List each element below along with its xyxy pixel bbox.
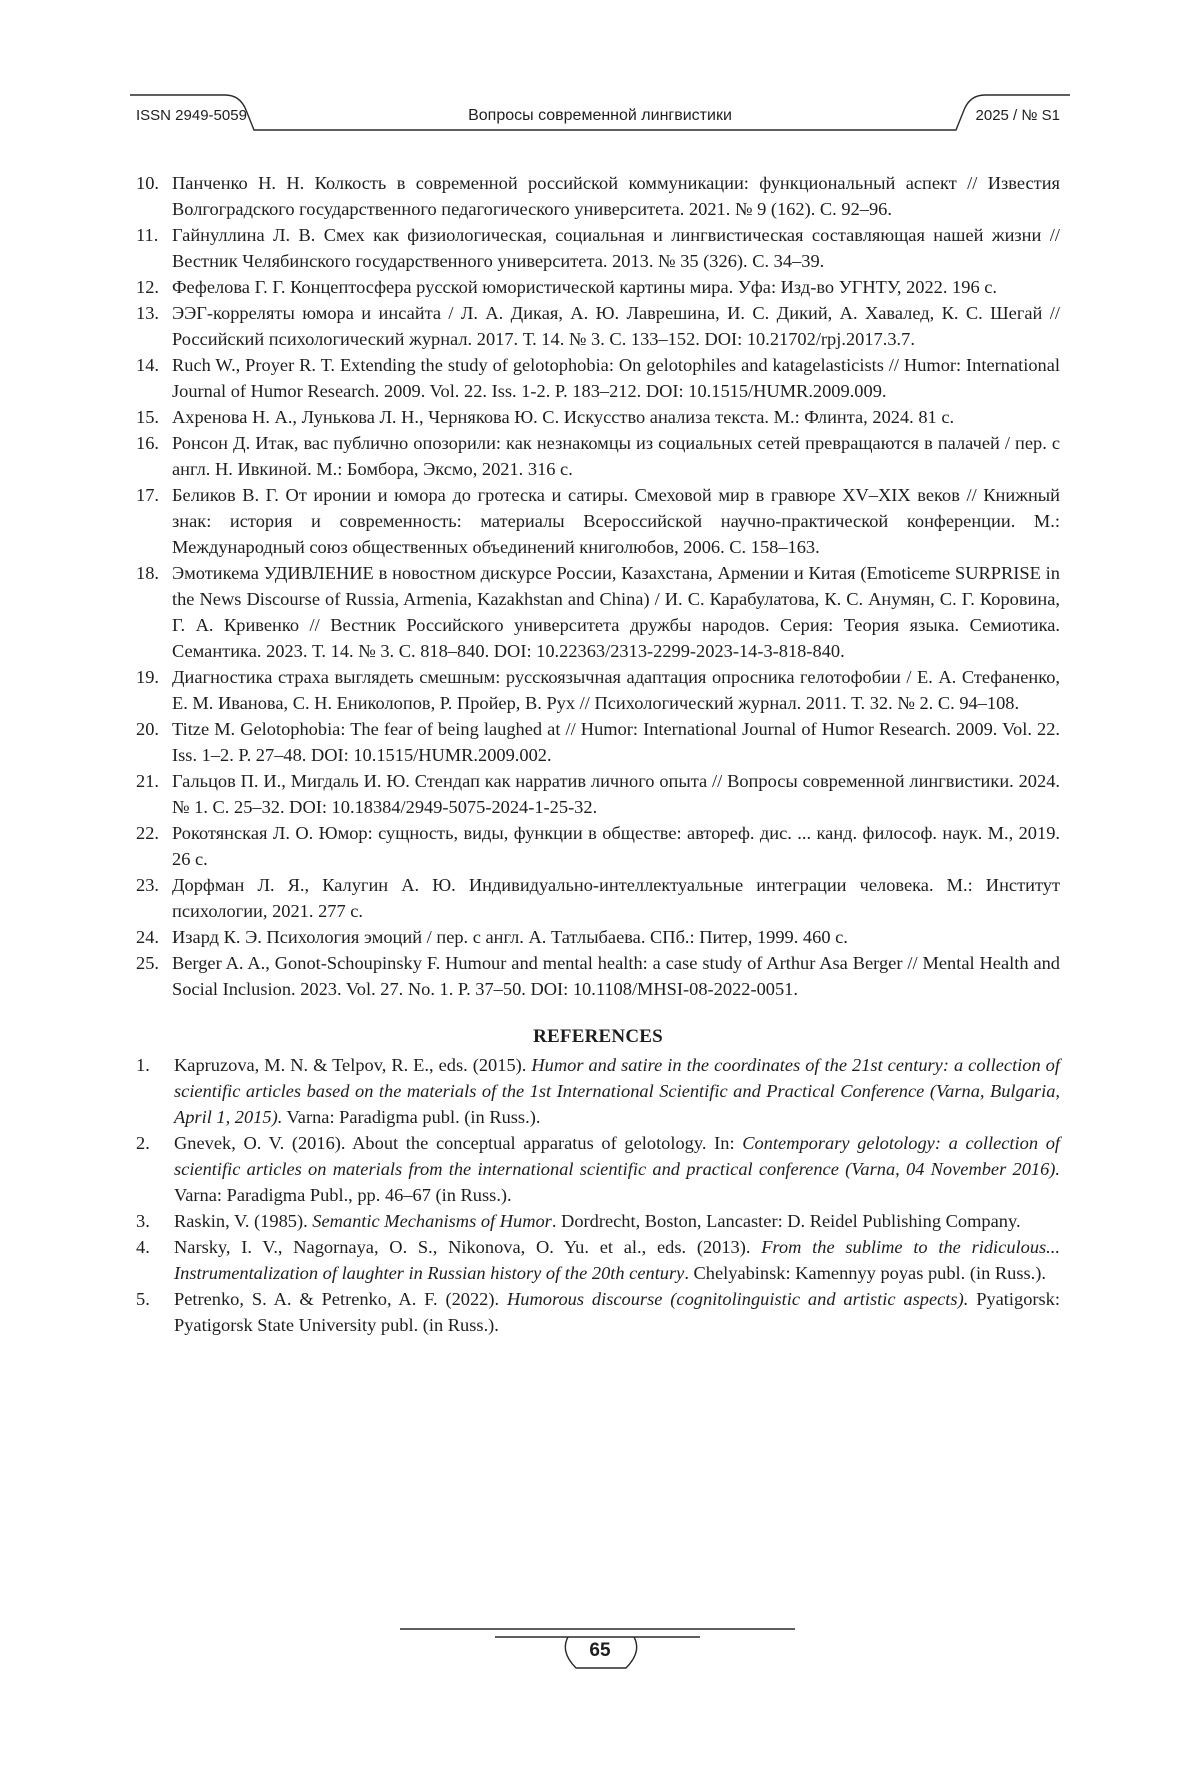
reference-publisher: Varna: Paradigma Publ., pp. 46–67 (in Russ.).: [174, 1185, 512, 1205]
reference-text: Фефелова Г. Г. Концептосфера русской юмористической картины мира. Уфа: Изд-во УГНТУ, 2022. 196 с.: [172, 274, 1060, 300]
reference-title: From the sublime to the ridiculous... Instrumentalization of laughter in Russian history of the 20th century: [174, 1237, 1060, 1283]
reference-item: [136, 950, 1060, 1002]
reference-item: [136, 300, 1060, 352]
reference-text: [174, 1286, 1060, 1338]
reference-item: [136, 404, 1060, 430]
reference-item: [136, 560, 1060, 664]
reference-number: 17.: [136, 482, 172, 560]
reference-item: [136, 924, 1060, 950]
reference-item: [136, 352, 1060, 404]
russian-references: [136, 170, 1060, 1002]
reference-number: 25.: [136, 950, 172, 1002]
reference-text: [174, 1208, 1060, 1234]
reference-authors: Raskin, V. (1985).: [174, 1211, 312, 1231]
journal-page: [0, 0, 1200, 1783]
reference-item: [136, 664, 1060, 716]
reference-authors: Narsky, I. V., Nagornaya, O. S., Nikonova, O. Yu. et al., eds. (2013).: [174, 1237, 761, 1257]
reference-number: 19.: [136, 664, 172, 716]
reference-authors: Gnevek, O. V. (2016). About the conceptual apparatus of gelotology. In:: [174, 1133, 742, 1153]
reference-text: Ахренова Н. А., Лунькова Л. Н., Чернякова Ю. С. Искусство анализа текста. М.: Флинта, 2024. 81 с.: [172, 404, 1060, 430]
reference-item: [136, 872, 1060, 924]
reference-publisher: . Dordrecht, Boston, Lancaster: D. Reidel Publishing Company.: [552, 1211, 1021, 1231]
references-heading: REFERENCES: [136, 1024, 1060, 1050]
reference-number: 16.: [136, 430, 172, 482]
reference-text: ЭЭГ-корреляты юмора и инсайта / Л. А. Дикая, А. Ю. Лаврешина, И. С. Дикий, А. Хавалед, К. С. Шегай // Российский психологический журнал. 2017. Т. 14. № 3. С. 133–152. DOI: 10.21702/rpj.2017.3.7.: [172, 300, 1060, 352]
reference-item: [136, 170, 1060, 222]
reference-number: 12.: [136, 274, 172, 300]
reference-text: Панченко Н. Н. Колкость в современной российской коммуникации: функциональный аспект // Известия Волгоградского государственного педагогического университета. 2021. № 9 (162). С. 92–96.: [172, 170, 1060, 222]
reference-item: [136, 1052, 1060, 1130]
reference-text: Дорфман Л. Я., Калугин А. Ю. Индивидуально-интеллектуальные интеграции человека. М.: Институт психологии, 2021. 277 с.: [172, 872, 1060, 924]
reference-publisher: Varna: Paradigma publ. (in Russ.).: [282, 1107, 540, 1127]
reference-text: Titze M. Gelotophobia: The fear of being laughed at // Humor: International Journal of Humor Research. 2009. Vol. 22. Iss. 1–2. P. 27–48. DOI: 10.1515/HUMR.2009.002.: [172, 716, 1060, 768]
reference-number: 1.: [136, 1052, 174, 1130]
reference-item: [136, 820, 1060, 872]
reference-number: 18.: [136, 560, 172, 664]
reference-title: Contemporary gelotology: a collection of scientific articles on materials from the international scientific and practical conference (Varna, 04 November 2016).: [174, 1133, 1060, 1179]
reference-text: Беликов В. Г. От иронии и юмора до гротеска и сатиры. Смеховой мир в гравюре XV–XIX веков // Книжный знак: история и современность: материалы Всероссийской научно-практической конференции. М.: Международный союз общественных объединений книголюбов, 2006. С. 158–163.: [172, 482, 1060, 560]
reference-authors: Petrenko, S. A. & Petrenko, A. F. (2022).: [174, 1289, 507, 1309]
reference-number: 21.: [136, 768, 172, 820]
reference-publisher: Pyatigorsk: Pyatigorsk State University publ. (in Russ.).: [174, 1289, 1060, 1335]
reference-publisher: . Chelyabinsk: Kamennyy poyas publ. (in Russ.).: [684, 1263, 1046, 1283]
reference-text: Диагностика страха выглядеть смешным: русскоязычная адаптация опросника гелотофобии / Е. А. Стефаненко, Е. М. Иванова, С. Н. Ениколопов, Р. Пройер, В. Рух // Психологический журнал. 2011. Т. 32. № 2. С. 94–108.: [172, 664, 1060, 716]
reference-text: [174, 1052, 1060, 1130]
reference-text: [174, 1234, 1060, 1286]
reference-item: [136, 274, 1060, 300]
reference-number: 15.: [136, 404, 172, 430]
reference-number: 14.: [136, 352, 172, 404]
reference-text: Рокотянская Л. О. Юмор: сущность, виды, функции в обществе: автореф. дис. ... канд. философ. наук. М., 2019. 26 с.: [172, 820, 1060, 872]
reference-number: 3.: [136, 1208, 174, 1234]
reference-item: [136, 716, 1060, 768]
reference-authors: Kapruzova, M. N. & Telpov, R. E., eds. (2015).: [174, 1055, 531, 1075]
reference-number: 5.: [136, 1286, 174, 1338]
reference-text: Гайнуллина Л. В. Смех как физиологическая, социальная и лингвистическая составляющая нашей жизни // Вестник Челябинского государственного университета. 2013. № 35 (326). С. 34–39.: [172, 222, 1060, 274]
reference-item: [136, 1208, 1060, 1234]
reference-title: Humor and satire in the coordinates of the 21st century: a collection of scientific articles based on the materials of the 1st International Scientific and Practical Conference (Varna, Bulgaria, April 1, 2015).: [174, 1055, 1060, 1127]
reference-number: 20.: [136, 716, 172, 768]
reference-item: [136, 768, 1060, 820]
page-number: 65: [570, 1640, 630, 1662]
reference-item: [136, 1130, 1060, 1208]
reference-item: [136, 1234, 1060, 1286]
reference-number: 2.: [136, 1130, 174, 1208]
reference-text: Изард К. Э. Психология эмоций / пер. с англ. А. Татлыбаева. СПб.: Питер, 1999. 460 с.: [172, 924, 1060, 950]
reference-text: Гальцов П. И., Мигдаль И. Ю. Стендап как нарратив личного опыта // Вопросы современной лингвистики. 2024. № 1. С. 25–32. DOI: 10.18384/2949-5075-2024-1-25-32.: [172, 768, 1060, 820]
reference-title: Semantic Mechanisms of Humor: [312, 1211, 552, 1231]
reference-title: Humorous discourse (cognitolinguistic and artistic aspects).: [507, 1289, 968, 1309]
reference-text: Ронсон Д. Итак, вас публично опозорили: как незнакомцы из социальных сетей превращаются в палачей / пер. с англ. Н. Ивкиной. М.: Бомбора, Эксмо, 2021. 316 с.: [172, 430, 1060, 482]
header-issn: ISSN 2949-5059: [136, 107, 247, 124]
reference-item: [136, 430, 1060, 482]
reference-item: [136, 482, 1060, 560]
reference-text: Ruch W., Proyer R. T. Extending the study of gelotophobia: On gelotophiles and katagelasticists // Humor: International Journal of Humor Research. 2009. Vol. 22. Iss. 1-2. P. 183–212. DOI: 10.1515/HUMR.2009.009.: [172, 352, 1060, 404]
reference-text: Эмотикема УДИВЛЕНИЕ в новостном дискурсе России, Казахстана, Армении и Китая (Emoticeme SURPRISE in the News Discourse of Russia, Armenia, Kazakhstan and China) / И. С. Карабулатова, К. С. Анумян, С. Г. Коровина, Г. А. Кривенко // Вестник Российского университета дружбы народов. Серия: Теория языка. Семиотика. Семантика. 2023. Т. 14. № 3. С. 818–840. DOI: 10.22363/2313-2299-2023-14-3-818-840.: [172, 560, 1060, 664]
reference-text: [174, 1130, 1060, 1208]
reference-number: 23.: [136, 872, 172, 924]
reference-item: [136, 1286, 1060, 1338]
reference-item: [136, 222, 1060, 274]
reference-number: 11.: [136, 222, 172, 274]
reference-number: 10.: [136, 170, 172, 222]
reference-number: 22.: [136, 820, 172, 872]
header-issue: 2025 / № S1: [960, 107, 1060, 124]
reference-list: [136, 170, 1060, 1338]
header-journal-title: Вопросы современной лингвистики: [250, 107, 950, 125]
reference-number: 4.: [136, 1234, 174, 1286]
reference-text: Berger A. A., Gonot-Schoupinsky F. Humour and mental health: a case study of Arthur Asa Berger // Mental Health and Social Inclusion. 2023. Vol. 27. No. 1. P. 37–50. DOI: 10.1108/MHSI-08-2022-0051.: [172, 950, 1060, 1002]
english-references: [136, 1052, 1060, 1338]
reference-number: 24.: [136, 924, 172, 950]
reference-number: 13.: [136, 300, 172, 352]
